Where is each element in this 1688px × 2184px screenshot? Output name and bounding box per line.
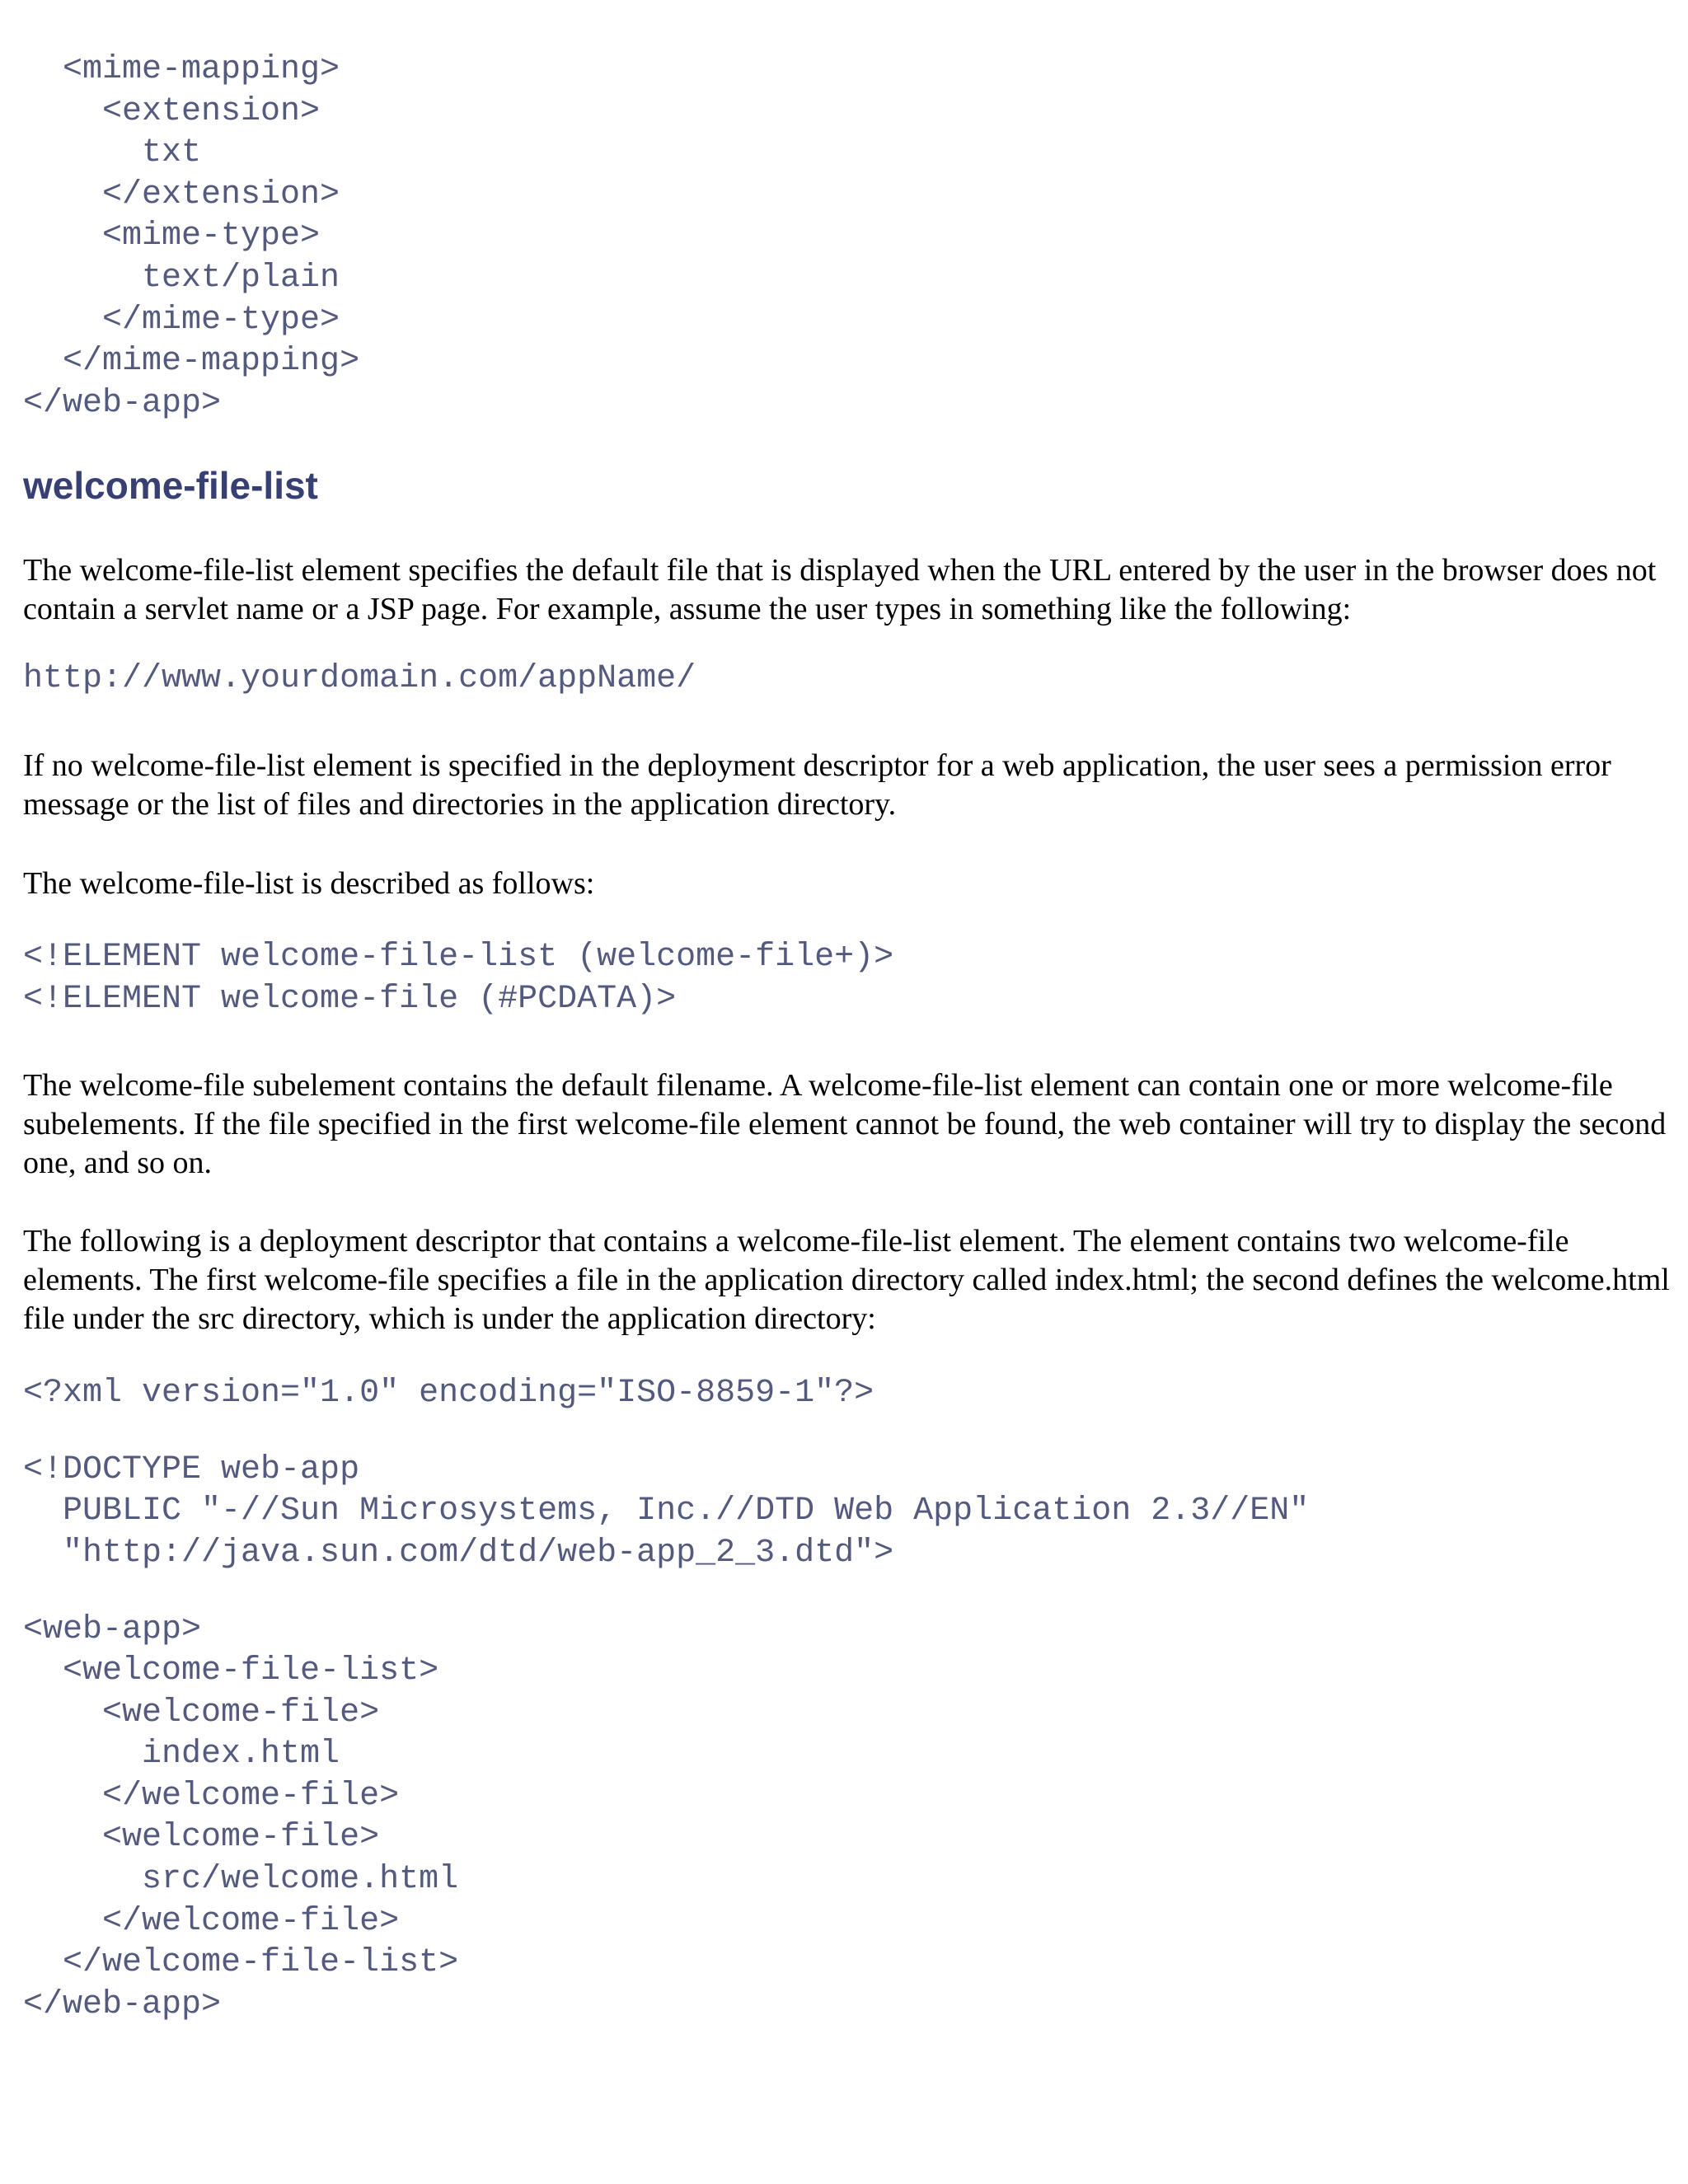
code-doctype: <!DOCTYPE web-app PUBLIC "-//Sun Microsystems, Inc.//DTD Web Application 2.3//EN" "http://java.sun.com/dtd/web-app_2_3.dtd"> [23, 1451, 1310, 1572]
paragraph-intro: The welcome-file-list element specifies the default file that is displayed when the URL entered by the user in the browser does not contain a servlet name or a JSP page. For example, assume the user types in something like the following: [23, 553, 1657, 627]
paragraph-example-descriptor: The following is a deployment descriptor that contains a welcome-file-list element. The element contains two welcome-file elements. The first welcome-file specifies a file in the application directory called index.html; the second defines the welcome.html file under the src directory, which is under the application directory: [23, 1224, 1670, 1337]
code-block-web-app: <web-app> <welcome-file-list> <welcome-file> index.html </welcome-file> <welcome-file> src/welcome.html </welcome-file> </welcome-file-list> </web-app> [23, 1610, 459, 2023]
code-block-mime-mapping: <mime-mapping> <extension> txt </extension> <mime-type> text/plain </mime-type> </mime-mapping> </web-app> [23, 51, 360, 422]
example-url: http://www.yourdomain.com/appName/ [23, 660, 696, 698]
section-heading: welcome-file-list [23, 464, 318, 508]
paragraph-described-as: The welcome-file-list is described as follows: [23, 865, 595, 901]
code-xml-declaration: <?xml version="1.0" encoding="ISO-8859-1"?> [23, 1375, 874, 1413]
code-block-dtd: <!ELEMENT welcome-file-list (welcome-file+)> <!ELEMENT welcome-file (#PCDATA)> [23, 938, 894, 1018]
paragraph-no-welcome-list: If no welcome-file-list element is specified in the deployment descriptor for a web application, the user sees a permission error message or the list of files and directories in the application directory. [23, 748, 1611, 822]
paragraph-subelement: The welcome-file subelement contains the default filename. A welcome-file-list element can contain one or more welcome-file subelements. If the file specified in the first welcome-file element cannot be found, the web container will try to display the second one, and so on. [23, 1068, 1667, 1181]
